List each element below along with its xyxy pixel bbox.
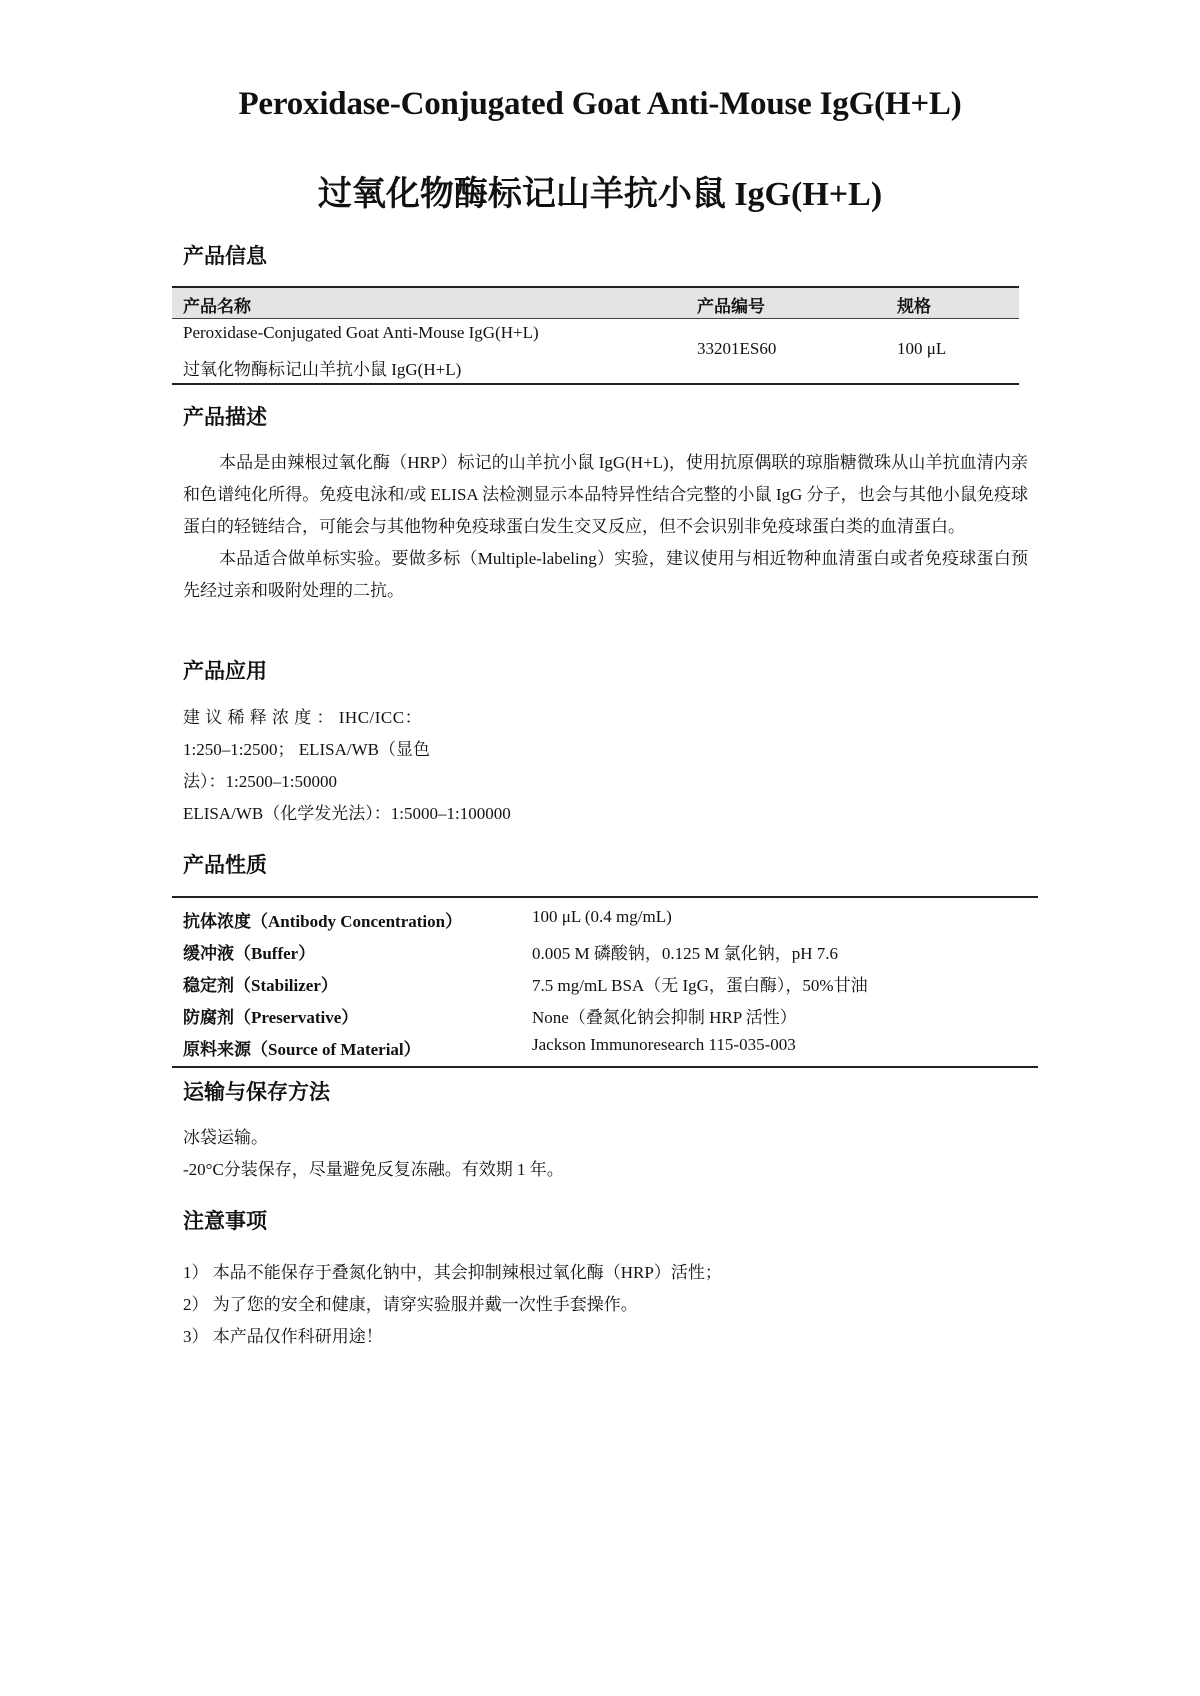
catalog-number: 33201ES60 xyxy=(697,339,777,358)
application-line: 建 议 稀 释 浓 度 ： IHC/ICC： xyxy=(183,708,423,727)
product-info-table xyxy=(172,286,1019,385)
property-value: Jackson Immunoresearch 115-035-003 xyxy=(532,1035,796,1054)
column-header-catalog: 产品编号 xyxy=(697,297,765,316)
table-row xyxy=(172,998,1038,1030)
description-paragraph: 本品是由辣根过氧化酶（HRP）标记的山羊抗小鼠 IgG(H+L)，使用抗原偶联的琼脂糖微珠从山羊抗血清内亲和色谱纯化所得。免疫电泳和/或 ELISA 法检测显示本品特异性结合完整的小鼠 IgG 分子，也会与其他小鼠免疫球蛋白的轻链结合，可能会与其他物种免疫球蛋白发生交叉反应，但不会识别非免疫球蛋白类的血清蛋白。 xyxy=(183,453,1028,536)
table-header-row xyxy=(172,288,1019,319)
column-header-name: 产品名称 xyxy=(183,297,251,316)
property-label: 防腐剂（Preservative） xyxy=(183,1008,359,1027)
title-english: Peroxidase-Conjugated Goat Anti-Mouse IgG(H+L) xyxy=(238,86,962,122)
application-line: ELISA/WB（化学发光法）：1:5000–1:100000 xyxy=(183,804,511,823)
property-label: 稳定剂（Stabilizer） xyxy=(183,976,338,995)
table-row xyxy=(172,1030,1038,1062)
property-label: 原料来源（Source of Material） xyxy=(183,1040,421,1059)
column-header-size: 规格 xyxy=(897,297,931,316)
product-name-cn: 过氧化物酶标记山羊抗小鼠 IgG(H+L) xyxy=(183,360,462,379)
table-row xyxy=(172,934,1038,966)
section-heading-properties: 产品性质 xyxy=(183,853,267,877)
product-name-en: Peroxidase-Conjugated Goat Anti-Mouse IgG(H+L) xyxy=(183,323,539,342)
properties-table xyxy=(172,896,1038,1068)
section-heading-notes: 注意事项 xyxy=(183,1209,267,1233)
description-paragraph: 本品适合做单标实验。要做多标（Multiple-labeling）实验，建议使用与相近物种血清蛋白或者免疫球蛋白预先经过亲和吸附处理的二抗。 xyxy=(183,549,1028,600)
description-body xyxy=(183,447,1028,607)
section-heading-application: 产品应用 xyxy=(183,659,267,683)
property-label: 缓冲液（Buffer） xyxy=(183,944,316,963)
storage-line: -20°C分装保存，尽量避免反复冻融。有效期 1 年。 xyxy=(183,1160,564,1179)
list-item: 1） 本品不能保存于叠氮化钠中，其会抑制辣根过氧化酶（HRP）活性； xyxy=(183,1263,722,1282)
title-chinese: 过氧化物酶标记山羊抗小鼠 IgG(H+L) xyxy=(317,176,883,213)
storage-line: 冰袋运输。 xyxy=(183,1128,268,1147)
table-row xyxy=(172,319,1019,383)
section-heading-storage: 运输与保存方法 xyxy=(183,1080,330,1104)
property-value: 100 μL (0.4 mg/mL) xyxy=(532,907,672,926)
list-item: 2） 为了您的安全和健康，请穿实验服并戴一次性手套操作。 xyxy=(183,1295,638,1314)
section-heading-description: 产品描述 xyxy=(183,405,267,429)
property-value: 7.5 mg/mL BSA（无 IgG，蛋白酶），50%甘油 xyxy=(532,976,868,995)
section-heading-product-info: 产品信息 xyxy=(183,244,267,268)
application-line: 1:250–1:2500； ELISA/WB（显色 xyxy=(183,740,430,759)
property-value: 0.005 M 磷酸钠，0.125 M 氯化钠，pH 7.6 xyxy=(532,944,839,963)
table-row xyxy=(172,902,1038,934)
list-item: 3） 本产品仅作科研用途！ xyxy=(183,1327,383,1346)
property-value: None（叠氮化钠会抑制 HRP 活性） xyxy=(532,1008,797,1027)
application-line: 法）：1:2500–1:50000 xyxy=(183,772,337,791)
property-label: 抗体浓度（Antibody Concentration） xyxy=(183,912,463,931)
product-size: 100 μL xyxy=(897,339,947,358)
table-row xyxy=(172,966,1038,998)
